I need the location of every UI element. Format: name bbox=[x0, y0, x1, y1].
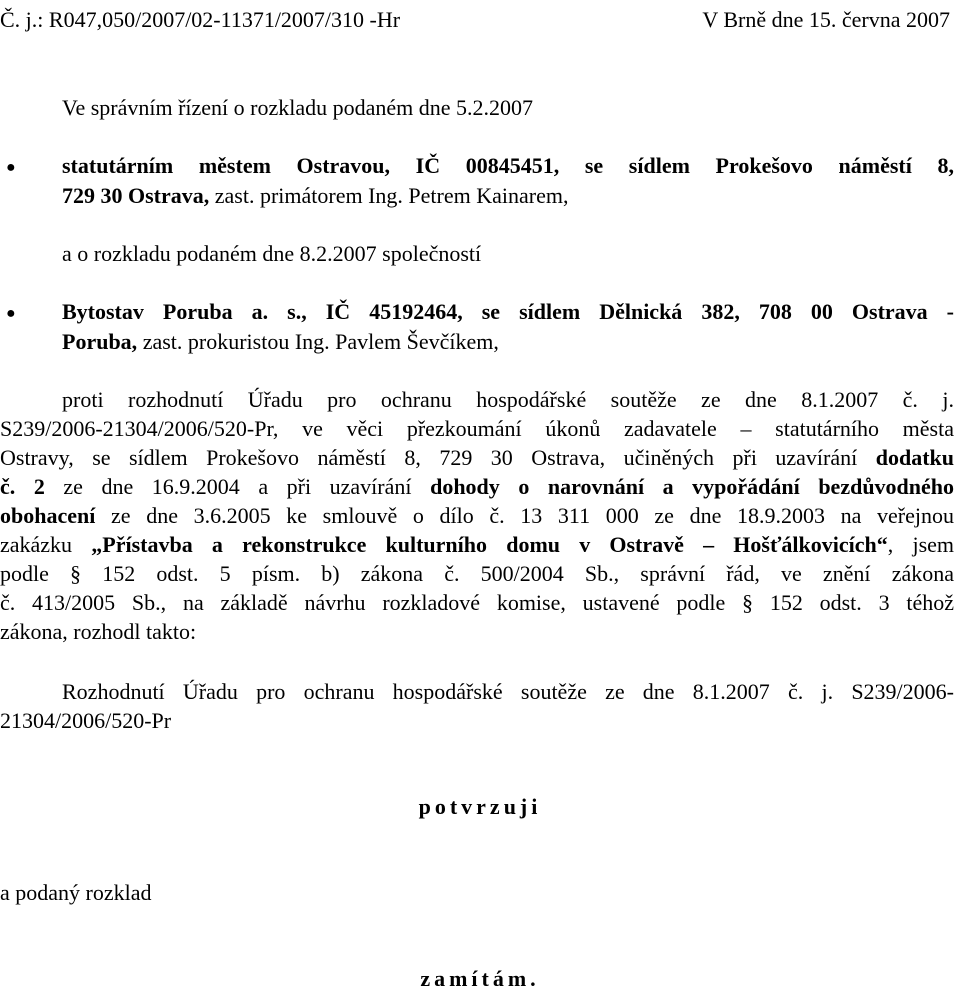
place-date: V Brně dne 15. června 2007 bbox=[702, 7, 950, 32]
decision-line2: 21304/2006/520-Pr bbox=[0, 708, 172, 733]
body-line5: obohacení ze dne 3.6.2005 ke smlouvě o dílo č. 13 311 000 ze dne 18.9.2003 na veřejnou bbox=[0, 503, 955, 528]
party1-line1 bbox=[62, 150, 954, 182]
party2-city: Poruba, bbox=[62, 329, 138, 354]
body-line3: Ostravy, se sídlem Prokešovo náměstí 8, 729 30 Ostrava, učiněných při uzavírání dodatku bbox=[0, 445, 954, 470]
body-line6: zakázku „Přístavba a rekonstrukce kulturního domu v Ostravě – Hošťálkovicích“, jsem bbox=[0, 532, 955, 557]
verdict-confirm: potvrzuji bbox=[418, 794, 542, 819]
party2-rep: zast. prokuristou Ing. Pavlem Ševčíkem, bbox=[142, 329, 499, 354]
party1-city: 729 30 Ostrava, bbox=[62, 183, 210, 208]
party2-name: Bytostav Poruba a. s. bbox=[62, 299, 302, 324]
body-line9: zákona, rozhodl takto: bbox=[0, 619, 197, 644]
reference-line bbox=[0, 4, 400, 36]
body-line8: č. 413/2005 Sb., na základě návrhu rozkladové komise, ustavené podle § 152 odst. 3 téhož bbox=[0, 590, 954, 615]
party1-name: statutárním městem Ostravou, bbox=[62, 153, 391, 178]
body-line1: proti rozhodnutí Úřadu pro ochranu hospodářské soutěže ze dne 8.1.2007 č. j. bbox=[62, 387, 954, 412]
body-line4: č. 2 ze dne 16.9.2004 a při uzavírání dohody o narovnání a vypořádání bezdůvodného bbox=[0, 474, 955, 499]
party1-rep: zast. primátorem Ing. Petrem Kainarem, bbox=[214, 183, 569, 208]
body-line7: podle § 152 odst. 5 písm. b) zákona č. 500/2004 Sb., správní řád, ve znění zákona bbox=[0, 561, 954, 586]
reference-label: Č. j.: bbox=[0, 7, 44, 32]
bullet-icon: ● bbox=[6, 305, 16, 322]
party1-ic: IČ 00845451, se sídlem Prokešovo náměstí 8, bbox=[415, 153, 954, 178]
intro-line: Ve správním řízení o rozkladu podaném dne 5.2.2007 bbox=[62, 95, 534, 120]
body-line2: S239/2006-21304/2006/520-Pr, ve věci přezkoumání úkonů zadavatele – statutárního města bbox=[0, 416, 954, 441]
intro2-line: a o rozkladu podaném dne 8.2.2007 společností bbox=[62, 241, 482, 266]
reference-number: R047,050/2007/02-11371/2007/310 -Hr bbox=[48, 7, 401, 32]
party2-ic: , IČ 45192464, se sídlem Dělnická 382, 708 00 Ostrava - bbox=[301, 299, 955, 324]
decision-line1: Rozhodnutí Úřadu pro ochranu hospodářské soutěže ze dne 8.1.2007 č. j. S239/2006- bbox=[62, 679, 954, 704]
party1-line2 bbox=[62, 180, 568, 212]
decision-line3: a podaný rozklad bbox=[0, 880, 152, 905]
party2-line1 bbox=[62, 296, 954, 328]
verdict-reject: zamítám. bbox=[420, 966, 540, 991]
bullet-icon: ● bbox=[6, 159, 16, 176]
party2-line2 bbox=[62, 326, 499, 358]
